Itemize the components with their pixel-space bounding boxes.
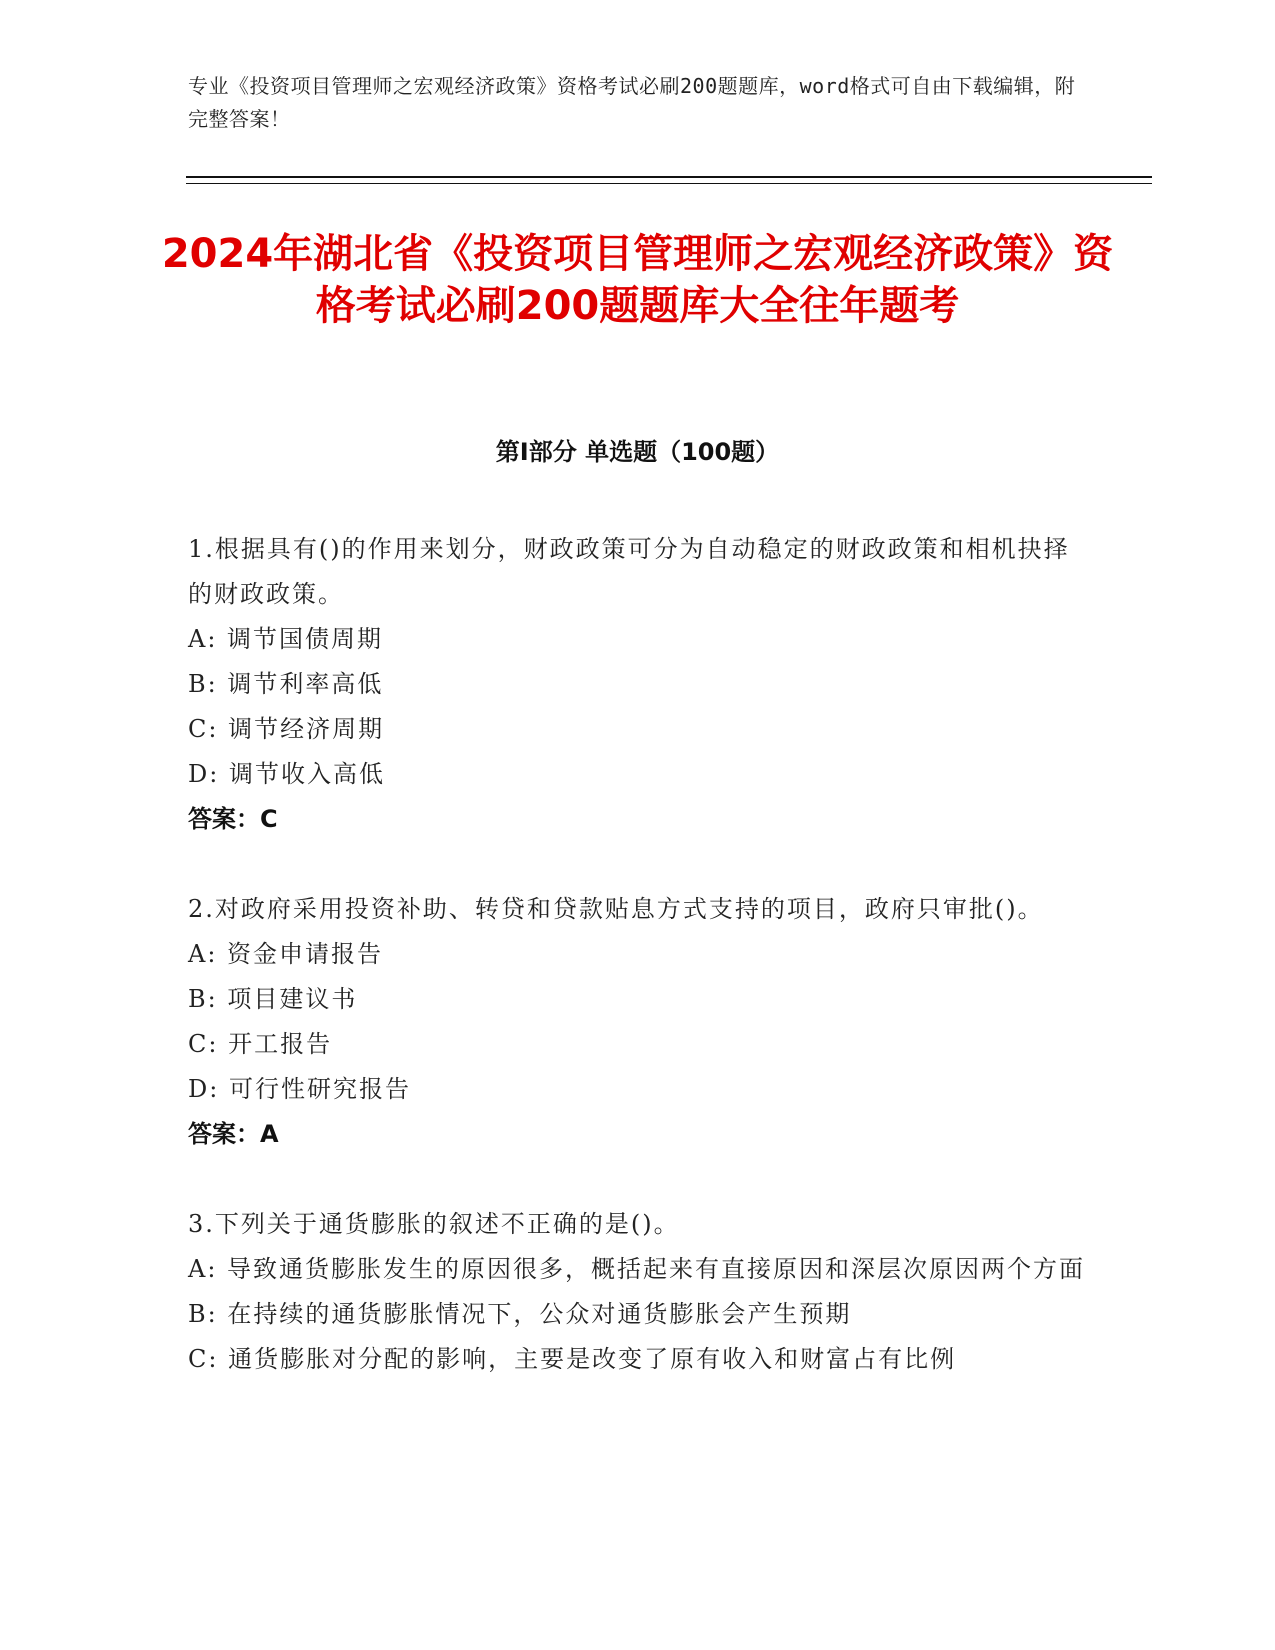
answer: 答案：C [188, 805, 278, 833]
option-b: B: 项目建议书 [188, 985, 358, 1013]
option-d: D: 可行性研究报告 [188, 1075, 411, 1103]
option-a: A: 导致通货膨胀发生的原因很多，概括起来有直接原因和深层次原因两个方面 [188, 1255, 1086, 1283]
header-rule-thin [186, 183, 1152, 184]
option-c: C: 通货膨胀对分配的影响，主要是改变了原有收入和财富占有比例 [188, 1345, 957, 1373]
option-c: C: 开工报告 [188, 1030, 333, 1058]
option-a: A: 资金申请报告 [188, 940, 384, 968]
question-stem: 2.对政府采用投资补助、转贷和贷款贴息方式支持的项目，政府只审批()。 [188, 895, 1044, 923]
option-b: B: 在持续的通货膨胀情况下，公众对通货膨胀会产生预期 [188, 1300, 852, 1328]
answer: 答案：A [188, 1120, 279, 1148]
question-stem: 3.下列关于通货膨胀的叙述不正确的是()。 [188, 1210, 680, 1238]
question-list [188, 527, 1088, 1427]
section-heading: 第I部分 单选题（100题） [495, 438, 780, 466]
option-c: C: 调节经济周期 [188, 715, 385, 743]
header-note: 专业《投资项目管理师之宏观经济政策》资格考试必刷200题题库，word格式可自由下载编辑，附完整答案！ [188, 74, 1076, 131]
option-b: B: 调节利率高低 [188, 670, 384, 698]
question-2 [188, 887, 1088, 1157]
option-a: A: 调节国债周期 [188, 625, 384, 653]
question-1 [188, 527, 1088, 842]
header-rule-thick [186, 176, 1152, 178]
question-3 [188, 1202, 1088, 1382]
document-title: 2024年湖北省《投资项目管理师之宏观经济政策》资格考试必刷200题题库大全往年题考 [161, 231, 1114, 329]
option-d: D: 调节收入高低 [188, 760, 385, 788]
question-stem: 1.根据具有()的作用来划分，财政政策可分为自动稳定的财政政策和相机抉择的财政政策。 [188, 535, 1070, 608]
